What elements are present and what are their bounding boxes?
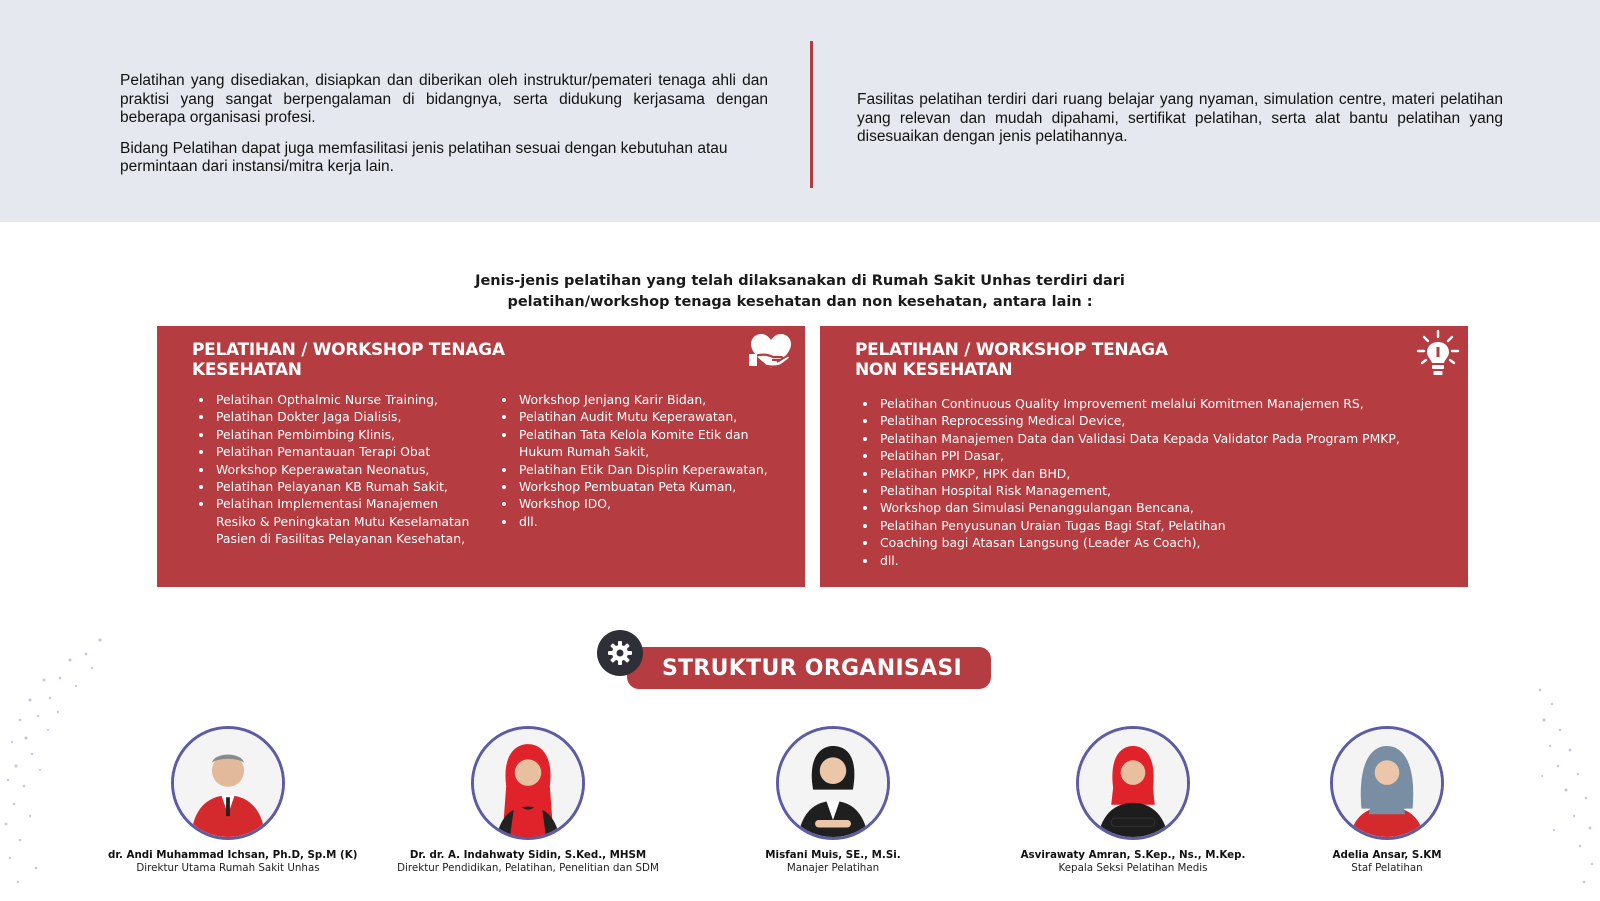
list-item: • Pelatihan Pelayanan KB Rumah Sakit, <box>214 478 479 495</box>
training-intro-heading <box>400 271 1200 313</box>
gear-badge <box>597 630 643 676</box>
list-item: • Pelatihan Penyusunan Uraian Tugas Bagi Staf, Pelatihan <box>878 517 1448 534</box>
list-item: • Pelatihan Pembimbing Klinis, <box>214 426 479 443</box>
list-item: • Coaching bagi Atasan Langsung (Leader As Coach), <box>878 534 1448 551</box>
info-paragraph-facilities: Fasilitas pelatihan terdiri dari ruang belajar yang nyaman, simulation centre, materi pelatihan yang relevan dan mudah dipahami, sertifikat pelatihan, serta alat bantu pelatihan yang disesuaikan dengan jenis pelatihannya. <box>857 91 1503 145</box>
avatar <box>1330 726 1444 840</box>
list-item: • Pelatihan Tata Kelola Komite Etik dan Hukum Rumah Sakit, <box>517 426 782 461</box>
card-health-title: PELATIHAN / WORKSHOP TENAGA KESEHATAN <box>192 340 505 380</box>
nonhealth-training-list <box>878 395 1448 569</box>
list-item: • Workshop Pembuatan Peta Kuman, <box>517 478 782 495</box>
gear-icon <box>607 640 633 666</box>
list-item: • Pelatihan Reprocessing Medical Device, <box>878 412 1448 429</box>
decorative-dots-left <box>0 620 110 901</box>
struktur-organisasi-title <box>627 647 991 689</box>
avatar <box>471 726 585 840</box>
card-health-training <box>157 326 805 587</box>
list-item: • Pelatihan PPI Dasar, <box>878 447 1448 464</box>
list-item: • Pelatihan PMKP, HPK dan BHD, <box>878 465 1448 482</box>
list-item: • Workshop dan Simulasi Penanggulangan Bencana, <box>878 499 1448 516</box>
card-nonhealth-training <box>820 326 1468 587</box>
person-name: Adelia Ansar, S.KM <box>1332 849 1442 861</box>
person-card <box>108 726 358 874</box>
health-training-list-2 <box>517 391 782 530</box>
person-role: Direktur Utama Rumah Sakit Unhas <box>136 862 320 874</box>
intro-line-1: Jenis-jenis pelatihan yang telah dilaksanakan di Rumah Sakit Unhas terdiri dari <box>475 273 1125 289</box>
person-role: Kepala Seksi Pelatihan Medis <box>1058 862 1208 874</box>
avatar <box>171 726 285 840</box>
person-name: Asvirawaty Amran, S.Kep., Ns., M.Kep. <box>1020 849 1246 861</box>
vertical-divider <box>810 41 813 188</box>
person-name: Dr. dr. A. Indahwaty Sidin, S.Ked., MHSM <box>409 849 647 861</box>
person-role: Direktur Pendidikan, Pelatihan, Penelitian dan SDM <box>397 862 659 874</box>
decorative-dots-right <box>1530 680 1600 901</box>
list-item: • Pelatihan Opthalmic Nurse Training, <box>214 391 479 408</box>
list-item: • Pelatihan Manajemen Data dan Validasi Data Kepada Validator Pada Program PMKP, <box>878 430 1448 447</box>
list-item: • Workshop Keperawatan Neonatus, <box>214 461 479 478</box>
info-paragraph-instructors: Pelatihan yang disediakan, disiapkan dan diberikan oleh instruktur/pemateri tenaga ahli dan praktisi yang sangat berpengalaman di bidangnya, serta didukung kerjasama dengan beberapa organisasi profesi. <box>120 72 768 126</box>
list-item: • Workshop IDO, <box>517 495 782 512</box>
avatar <box>776 726 890 840</box>
person-card <box>713 726 953 874</box>
list-item: • Pelatihan Etik Dan Displin Keperawatan, <box>517 461 782 478</box>
list-item: • Pelatihan Pemantauan Terapi Obat <box>214 443 479 460</box>
person-name: Misfani Muis, SE., M.Si. <box>765 849 901 861</box>
struktur-title-text: STRUKTUR ORGANISASI <box>661 655 963 681</box>
person-card <box>1003 726 1263 874</box>
person-card <box>1287 726 1487 874</box>
info-left-column <box>120 72 768 177</box>
list-item: • dll. <box>878 552 1448 569</box>
person-role: Staf Pelatihan <box>1351 862 1423 874</box>
list-item: • Pelatihan Continuous Quality Improvement melalui Komitmen Manajemen RS, <box>878 395 1448 412</box>
list-item: • Pelatihan Dokter Jaga Dialisis, <box>214 408 479 425</box>
person-name: dr. Andi Muhammad Ichsan, Ph.D, Sp.M (K) <box>108 849 358 861</box>
intro-line-2: pelatihan/workshop tenaga kesehatan dan non kesehatan, antara lain : <box>507 294 1093 310</box>
list-item: • Pelatihan Audit Mutu Keperawatan, <box>517 408 782 425</box>
list-item: • Pelatihan Implementasi Manajemen Resiko & Peningkatan Mutu Keselamatan Pasien di Fasilitas Pelayanan Kesehatan, <box>214 495 479 547</box>
list-item: • Pelatihan Hospital Risk Management, <box>878 482 1448 499</box>
health-training-list-1 <box>214 391 479 548</box>
card-nonhealth-title: PELATIHAN / WORKSHOP TENAGA NON KESEHATAN <box>855 340 1168 380</box>
person-card <box>388 726 668 874</box>
list-item: • dll. <box>517 513 782 530</box>
info-band <box>0 0 1600 222</box>
list-item: • Workshop Jenjang Karir Bidan, <box>517 391 782 408</box>
person-role: Manajer Pelatihan <box>786 862 880 874</box>
lightbulb-icon <box>1416 329 1460 381</box>
info-paragraph-facilitation: Bidang Pelatihan dapat juga memfasilitasi jenis pelatihan sesuai dengan kebutuhan atau permintaan dari instansi/mitra kerja lain. <box>120 139 728 175</box>
heart-hands-icon <box>747 332 795 372</box>
avatar <box>1076 726 1190 840</box>
